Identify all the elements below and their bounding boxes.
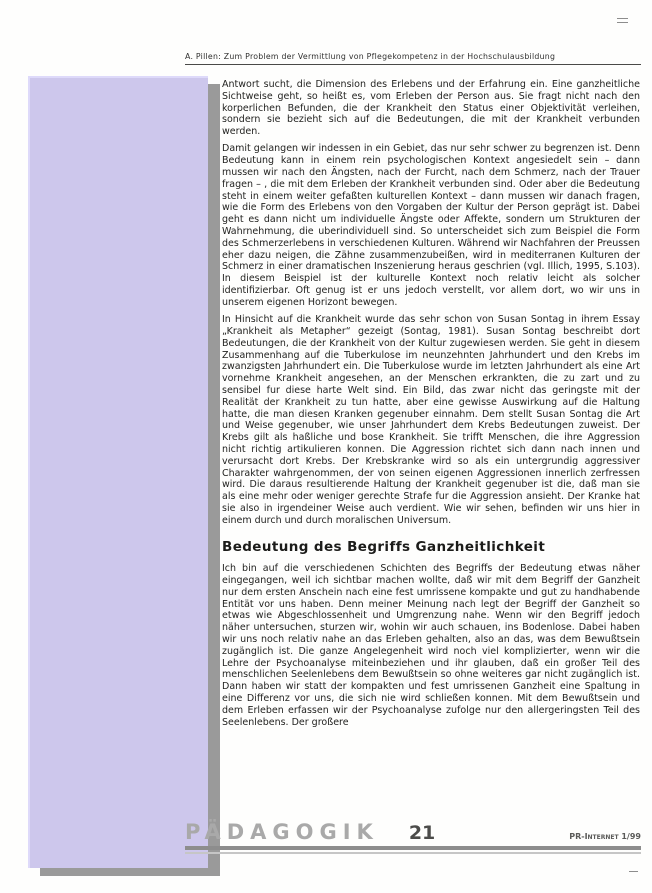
section-heading: Bedeutung des Begriffs Ganzheitlichkeit	[222, 539, 546, 556]
article-body	[222, 79, 640, 734]
crop-mark-bottom-right	[629, 871, 638, 875]
journal-title: PÄDAGOGIK	[185, 820, 379, 844]
decorative-sidebar-panel	[28, 76, 208, 868]
page-footer	[185, 820, 641, 854]
footer-row	[185, 820, 641, 844]
paragraph: Ich bin auf die verschiedenen Schichten des Begriffs der Bedeutung etwas näher eingegangen, weil ich sichtbar machen wollte, daß wir mit dem Begriff der Ganzheit nur dem ersten Anschein nach eine fest umrissene kompakte und gut zu handhabende Entität vor uns haben. Denn meiner Meinung nach legt der Begriff der Ganzheit so etwas wie Abgeschlossenheit und Umgrenzung nahe. Wenn wir den Begriff jedoch näher untersuchen, sturzen wir, wohin wir auch schauen, ins Bodenlose. Dabei haben wir uns noch relativ nahe an das Erleben gehalten, also an das, was dem Bewußtsein zugänglich ist. Die ganze Angelegenheit wird noch viel komplizierter, wenn wir die Lehre der Psychoanalyse miteinbeziehen und ihr glauben, daß ein großer Teil des menschlichen Seelenlebens dem Bewußtsein so ohne weiteres gar nicht zugänglich ist. Dann haben wir statt der kompakten und fest umrissenen Ganzheit eine Spaltung in eine Differenz vor uns, die sich nie wird schließen konnen. Mit dem Bewußtsein und dem Erleben erfassen wir der Psychoanalyse zufolge nur den allergeringsten Teil des Seelenlebens. Der großere	[222, 563, 640, 728]
crop-mark-top-right	[617, 18, 628, 26]
footer-rule-secondary	[185, 852, 641, 854]
footer-rule	[185, 846, 641, 850]
running-header-text: A. Pillen: Zum Problem der Vermittlung von Pflegekompetenz in der Hochschulausbildung	[185, 52, 556, 61]
paragraph: In Hinsicht auf die Krankheit wurde das sehr schon von Susan Sontag in ihrem Essay „Krankheit als Metapher“ gezeigt (Sontag, 1981). Susan Sontag beschreibt dort Bedeutungen, die der Krankheit von der Kultur zugewiesen werden. Sie geht in diesem Zusammenhang auf die Tuberkulose im neunzehnten Jahrhundert und den Krebs im zwanzigsten Jahrhundert ein. Die Tuberkulose wurde im letzten Jahrhundert als eine Art vornehme Krankheit angesehen, an der Menschen erkrankten, die zu zart und zu sensibel fur diese harte Welt sind. Ein Bild, das zwar nicht das geringste mit der Realität der Krankheit zu tun hatte, aber eine gewisse Auswirkung auf die Haltung hatte, die man diesen Kranken gegenuber einnahm. Dem stellt Susan Sontag die Art und Weise gegenuber, wie unser Jahrhundert dem Krebs Bedeutungen zuweist. Der Krebs gilt als haßliche und bose Krankheit. Sie trifft Menschen, die ihre Aggression nicht richtig artikulieren konnen. Die Aggression richtet sich dann nach innen und verursacht dort Krebs. Der Krebskranke wird so als ein untergrundig aggressiver Charakter wahrgenommen, der von seinen eigenen Aggressionen innerlich zerfressen wird. Die daraus resultierende Haltung der Krankheit gegenuber ist die, daß man sie als eine mehr oder weniger gerechte Strafe fur die Aggression ansieht. Der Kranke hat sie also in irgendeiner Weise auch verdient. Wie wir sehen, befinden wir uns hier in einem durch und durch moralischen Universum.	[222, 314, 640, 526]
running-header	[185, 52, 641, 65]
paragraph: Damit gelangen wir indessen in ein Gebiet, das nur sehr schwer zu begrenzen ist. Denn Bedeutung kann in einem rein psychologischen Kontext angesiedelt sein – dann mussen wir nach den Ängsten, nach der Furcht, nach dem Schmerz, nach der Trauer fragen – , die mit dem Erleben der Krankheit verbunden sind. Oder aber die Bedeutung steht in einem weiter gefaßten kulturellen Kontext – dann mussen wir danach fragen, wie die Form des Erlebens von den Vorgaben der Kultur der Person geprägt ist. Dabei geht es dann nicht um individuelle Ängste oder Affekte, sondern um Strukturen der Wahrnehmung, die uberindividuell sind. So unterscheidet sich zum Beispiel die Form des Schmerzerlebens in verschiedenen Kulturen. Während wir Nachfahren der Preussen eher dazu neigen, die Zähne zusammenzubeißen, wird in mediterranen Kulturen der Schmerz in einer dramatischen Inszenierung heraus geschrien (vgl. Illich, 1995, S.103). In diesem Beispiel ist der kulturelle Kontext noch relativ leicht als solcher identifizierbar. Oft genug ist er uns jedoch verstellt, vor allem dort, wo wir uns in unserem eigenen Horizont bewegen.	[222, 143, 640, 308]
issue-label: PR-Internet 1/99	[569, 832, 641, 841]
page-number: 21	[408, 822, 436, 844]
paragraph: Antwort sucht, die Dimension des Erlebens und der Erfahrung ein. Eine ganzheitliche Sichtweise geht, so heißt es, vom Erleben der Person aus. Sie fragt nicht nach den korperlichen Befunden, die der Krankheit den Status einer Objektivität verleihen, sondern sie bezieht sich auf die Bedeutungen, die mit der Krankheit verbunden werden.	[222, 79, 640, 138]
